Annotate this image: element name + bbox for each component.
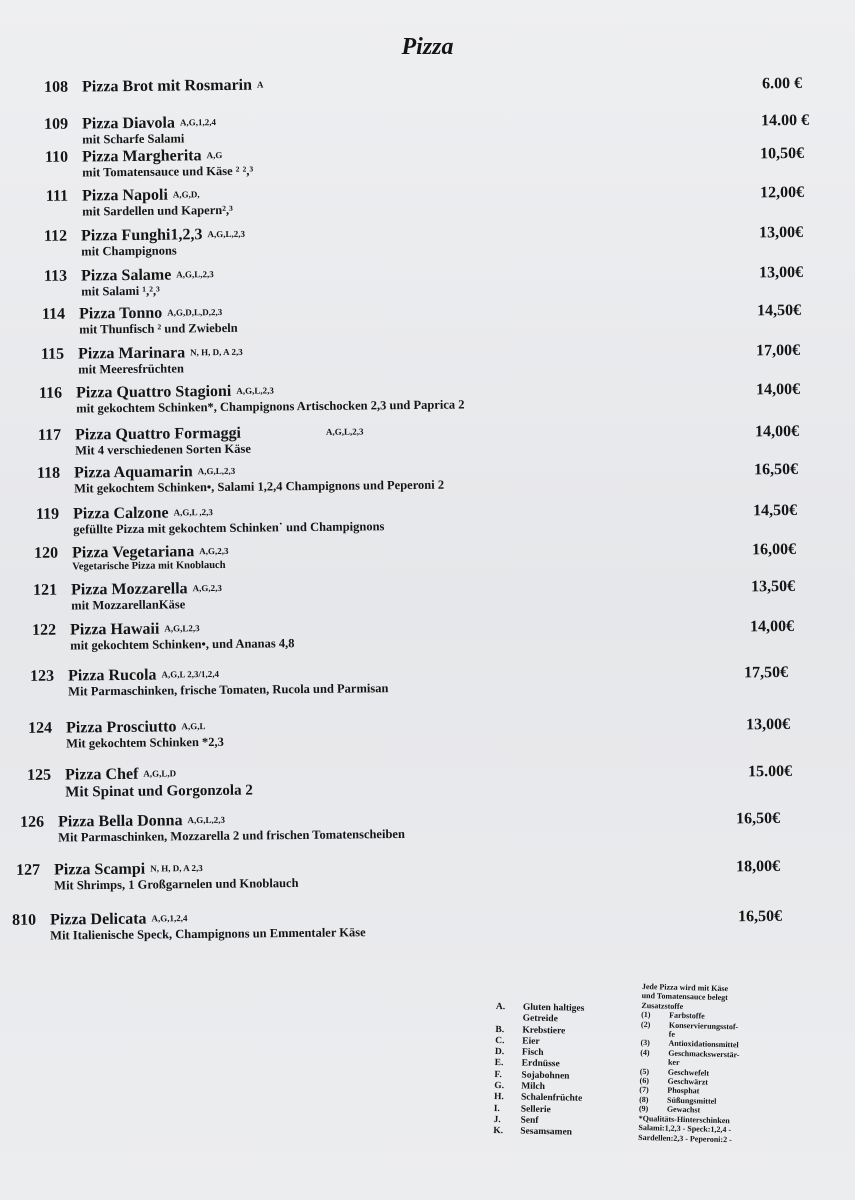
item-number: 122	[31, 621, 57, 639]
additive-label: fe	[668, 1029, 676, 1039]
item-name-text: Pizza Hawaii	[69, 620, 160, 639]
item-description: mit gekochtem Schinken•, und Ananas 4,8	[70, 636, 295, 653]
item-name-text: Pizza Delicata	[49, 910, 147, 929]
allergen-label: Milch	[521, 1081, 546, 1093]
item-description: Mit gekochtem Schinken•, Salami 1,2,4 Champignons und Peperoni 2	[74, 477, 445, 496]
item-number: 109	[43, 115, 69, 133]
allergen-key: I.	[493, 1103, 500, 1114]
item-price: 13,00€	[759, 223, 804, 242]
item-number: 124	[27, 719, 53, 737]
item-allergen-codes: A,G,L 2,3/1,2,4	[161, 668, 220, 680]
allergen-label: Krebstiere	[522, 1025, 566, 1037]
item-description: mit Tomatensauce und Käse ² ²,³	[82, 163, 254, 180]
item-price: 14,00€	[756, 380, 801, 399]
page-title: Pizza	[401, 34, 454, 60]
allergen-key: K.	[493, 1126, 504, 1137]
item-description: Mit Parmaschinken, Mozzarella 2 und frischen Tomatenscheiben	[58, 826, 405, 845]
menu-item	[2, 904, 782, 954]
item-description: Mit Shrimps, 1 Großgarnelen und Knoblauch	[54, 875, 299, 893]
allergen-label: Eier	[522, 1036, 540, 1047]
item-name	[78, 344, 243, 364]
item-name-text: Pizza Prosciutto	[65, 718, 177, 737]
item-name-text: Pizza Marinara	[77, 344, 186, 363]
item-name-text: Pizza Diavola	[81, 114, 176, 133]
item-number: 112	[43, 227, 68, 245]
item-description: Vegetarische Pizza mit Knoblauch	[72, 559, 226, 573]
additive-key: (5)	[639, 1066, 650, 1076]
allergen-key: G.	[494, 1081, 505, 1092]
item-price: 13,50€	[751, 577, 796, 596]
allergen-label: Sesamsamen	[520, 1126, 573, 1138]
menu-item	[17, 759, 792, 809]
item-name-text: Pizza Salame	[80, 266, 172, 285]
item-allergen-codes: N, H, D, A 2,3	[190, 346, 243, 358]
item-name-text: Pizza Vegetariana	[71, 543, 195, 562]
item-price: 13,00€	[746, 715, 791, 734]
legend-intro: und Tomatensauce belegt	[641, 991, 728, 1003]
additive-label: Konservierungsstof-	[668, 1020, 739, 1031]
item-description: Mit Spinat und Gorgonzola 2	[65, 782, 253, 801]
allergen-legend	[493, 1002, 636, 1140]
item-allergen-codes: A,G	[206, 150, 223, 161]
item-name-text: Pizza Mozzarella	[70, 580, 188, 599]
item-name	[65, 765, 176, 784]
item-allergen-codes: A,G,1,2,4	[151, 913, 188, 924]
item-number: 116	[38, 384, 63, 402]
item-price: 16,50€	[754, 460, 799, 479]
item-number: 810	[11, 911, 37, 929]
item-number: 117	[37, 426, 62, 444]
item-allergen-codes: A,G,L ,2,3	[173, 507, 213, 518]
menu-item	[22, 614, 794, 664]
item-price: 16,50€	[738, 907, 783, 926]
allergen-key: D.	[494, 1047, 505, 1058]
additive-key: (3)	[640, 1038, 650, 1048]
item-name	[81, 266, 214, 285]
item-allergen-codes: A,G,L2,3	[164, 623, 200, 634]
item-number: 121	[32, 581, 58, 599]
item-name-text: Pizza Scampi	[53, 860, 146, 879]
item-allergen-codes: A,G,L	[181, 721, 206, 732]
item-allergen-codes: N, H, D, A 2,3	[150, 862, 203, 874]
allergen-label: Senf	[520, 1115, 539, 1126]
additive-legend	[638, 982, 760, 1145]
item-name	[71, 580, 222, 600]
menu-item	[18, 712, 790, 762]
item-name-text: Pizza Rucola	[67, 666, 157, 685]
item-price: 17,00€	[756, 341, 801, 360]
allergen-label: Sellerie	[520, 1104, 551, 1115]
item-description: gefüllte Pizza mit gekochtem Schinken˙ und Champignons	[73, 519, 385, 537]
item-name-text: Pizza Brot mit Rosmarin	[81, 76, 253, 96]
item-number: 115	[40, 345, 65, 363]
item-price: 14,00€	[755, 422, 800, 441]
additive-key: (1)	[641, 1010, 651, 1020]
item-allergen-codes: A	[256, 79, 264, 90]
item-allergen-codes: A,G,L,2,3	[187, 814, 226, 826]
item-allergen-codes: A,G,2,3	[199, 545, 229, 557]
allergen-key: A.	[495, 1002, 506, 1013]
item-description: mit Thunfisch ² und Zwiebeln	[79, 320, 238, 337]
item-description: Mit gekochtem Schinken *2,3	[66, 734, 224, 751]
menu-item	[6, 854, 780, 904]
additive-label: Geschmackswerstär-	[668, 1048, 740, 1060]
menu-item	[20, 660, 788, 710]
allergen-key: J.	[493, 1114, 501, 1126]
additive-label: Süßungsmittel	[667, 1095, 717, 1106]
additive-label: Gewachst	[666, 1104, 701, 1115]
item-name-text: Pizza Tonno	[78, 304, 163, 323]
item-number: 111	[45, 187, 69, 205]
item-number: 125	[26, 766, 52, 784]
allergen-key: B.	[495, 1024, 505, 1035]
menu-item	[10, 806, 780, 856]
additive-key: (7)	[639, 1085, 649, 1095]
item-number: 118	[36, 464, 61, 482]
item-number: 119	[35, 505, 60, 523]
additive-key: (4)	[640, 1047, 650, 1058]
item-allergen-codes: A,G,2,3	[192, 582, 222, 594]
item-name-text: Pizza Funghi1,2,3	[80, 226, 203, 245]
item-name-text: Pizza Chef	[64, 765, 139, 784]
allergen-row	[493, 1126, 633, 1140]
item-price: 14,50€	[757, 301, 802, 320]
item-allergen-codes: A,G,L,2,3	[176, 269, 214, 280]
additive-label: Geschwärzt	[667, 1076, 709, 1087]
allergen-label: Getreide	[522, 1013, 558, 1025]
item-name-text: Pizza Quattro Stagioni	[75, 382, 232, 402]
item-number: 108	[43, 78, 69, 96]
item-name-text: Pizza Quattro Formaggi	[74, 424, 242, 444]
allergen-label: Schalenfrüchte	[520, 1092, 583, 1105]
additive-label: Geschwefelt	[667, 1067, 710, 1078]
item-price: 6.00 €	[762, 74, 803, 93]
item-name-text: Pizza Margherita	[81, 147, 202, 166]
item-allergen-codes: A,G,1,2,4	[179, 117, 217, 128]
item-name	[81, 226, 245, 246]
item-price: 16,50€	[736, 809, 781, 828]
item-number: 126	[19, 813, 45, 831]
additive-label: ker	[667, 1057, 680, 1068]
item-description: mit Meeresfrüchten	[78, 361, 184, 377]
item-price: 10,50€	[760, 144, 805, 163]
item-price: 17,50€	[744, 663, 789, 682]
item-description: mit Sardellen und Kapern²,³	[82, 202, 233, 219]
item-price: 13,00€	[759, 263, 804, 282]
item-number: 127	[15, 861, 41, 879]
legend-footnote: *Qualitäts-Hinterschinken	[638, 1113, 730, 1125]
allergen-label: Erdnüsse	[521, 1059, 560, 1070]
item-number: 113	[43, 267, 68, 285]
allergen-key: E.	[494, 1058, 504, 1069]
additive-key: (9)	[638, 1104, 649, 1114]
legend-footnote: Salami:1,2,3 - Speck:1,2,4 -	[638, 1123, 732, 1135]
item-number: 120	[33, 544, 59, 562]
item-allergen-codes: A,G,L,2,3	[236, 385, 274, 396]
legend-heading: Zusatzstoffe	[641, 1000, 684, 1011]
allergen-label: Sojabohnen	[521, 1070, 570, 1082]
item-price: 16,00€	[752, 540, 797, 559]
additive-key: (6)	[639, 1076, 650, 1086]
legend-footnote: Sardellen:2,3 - Peperoni:2 -	[638, 1132, 732, 1144]
item-number: 110	[44, 148, 69, 166]
allergen-key: C.	[495, 1035, 505, 1047]
item-price: 12,00€	[760, 183, 805, 202]
legend-intro: Jede Pizza wird mit Käse	[641, 982, 729, 994]
additive-label: Phosphat	[667, 1086, 700, 1096]
item-allergen-codes: A,G,D,	[172, 189, 200, 200]
allergen-label: Gluten haltiges	[522, 1002, 585, 1014]
item-price: 18,00€	[736, 857, 781, 876]
additive-label: Antioxidationsmittel	[668, 1039, 739, 1050]
item-description: mit Salami ¹,²,³	[81, 283, 160, 299]
additive-key: (8)	[639, 1094, 649, 1105]
allergen-label: Fisch	[521, 1047, 544, 1059]
allergen-key: H.	[493, 1092, 504, 1103]
additive-key: (2)	[640, 1019, 651, 1029]
item-allergen-codes: A,G,L,2,3	[325, 426, 364, 437]
item-name-text: Pizza Calzone	[72, 504, 169, 523]
item-description: Mit Italienische Speck, Champignons un Emmentaler Käse	[50, 925, 366, 943]
item-price: 14.00 €	[761, 111, 810, 130]
item-description: Mit Parmaschinken, frische Tomaten, Rucola und Parmisan	[68, 681, 389, 699]
item-name-text: Pizza Napoli	[81, 186, 168, 205]
item-allergen-codes: A,G,L,D	[143, 768, 177, 779]
additive-label: Farbstoffe	[669, 1010, 705, 1021]
item-price: 14,00€	[750, 617, 795, 636]
item-description: mit MozzarellanKäse	[71, 597, 186, 613]
item-allergen-codes: A,G,L,2,3	[207, 228, 245, 240]
item-price: 14,50€	[753, 501, 798, 520]
item-name	[82, 114, 216, 133]
item-number: 123	[29, 667, 55, 685]
item-name-text: Pizza Bella Donna	[57, 812, 183, 831]
item-name	[82, 77, 264, 97]
item-number: 114	[41, 305, 66, 323]
item-name-text: Pizza Aquamarin	[73, 463, 193, 482]
item-description: mit Champignons	[81, 243, 177, 259]
item-price: 15.00€	[748, 762, 793, 781]
item-allergen-codes: A,G,D,L,D,2,3	[167, 306, 223, 318]
item-description: mit Scharfe Salami	[82, 131, 185, 147]
item-description: Mit 4 verschiedenen Sorten Käse	[75, 441, 251, 458]
allergen-key	[496, 1013, 523, 1025]
item-allergen-codes: A,G,L,2,3	[197, 465, 236, 477]
item-description: mit gekochtem Schinken*, Champignons Artischocken 2,3 und Paprica 2	[76, 397, 465, 416]
allergen-key: F.	[494, 1069, 502, 1080]
